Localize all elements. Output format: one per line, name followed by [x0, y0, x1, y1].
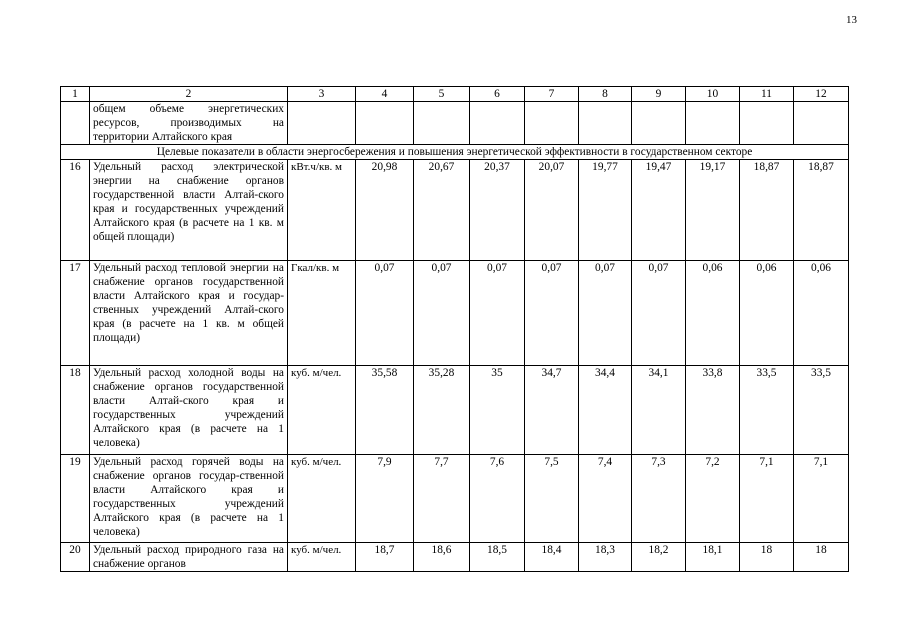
- value-cell: 7,3: [632, 455, 686, 543]
- table-row: [61, 160, 849, 261]
- row-unit: куб. м/чел.: [288, 543, 356, 572]
- value-cell: 0,06: [686, 261, 740, 366]
- table-row: [61, 366, 849, 455]
- value-cell: 18,1: [686, 543, 740, 572]
- value-cell: 7,4: [579, 455, 632, 543]
- value-cell: 18,7: [356, 543, 414, 572]
- value-cell: 20,67: [414, 160, 470, 261]
- value-cell: 20,98: [356, 160, 414, 261]
- value-cell: 7,2: [686, 455, 740, 543]
- value-cell: 19,47: [632, 160, 686, 261]
- column-number-header: [61, 87, 849, 102]
- value-cell: 0,07: [356, 261, 414, 366]
- row-number: 17: [61, 261, 90, 366]
- value-cell: 0,07: [579, 261, 632, 366]
- row-description: Удельный расход электрической энергии на снабжение органов государственной власти Алтай-ского края и государственных учреждений Алтайского края (в расчете на 1 кв. м общей площади): [90, 160, 288, 261]
- value-cell: 20,07: [525, 160, 579, 261]
- header-cell: 1: [61, 87, 90, 102]
- header-cell: 5: [414, 87, 470, 102]
- row-description: Удельный расход природного газа на снабжение органов: [90, 543, 288, 572]
- header-cell: 2: [90, 87, 288, 102]
- header-cell: 10: [686, 87, 740, 102]
- value-cell: 7,5: [525, 455, 579, 543]
- value-cell: 0,07: [525, 261, 579, 366]
- value-cell: 19,17: [686, 160, 740, 261]
- header-cell: 6: [470, 87, 525, 102]
- indicators-table: [60, 86, 849, 572]
- table-row: [61, 543, 849, 572]
- value-cell: 0,06: [794, 261, 849, 366]
- value-cell: 18,6: [414, 543, 470, 572]
- row-description: Удельный расход горячей воды на снабжение органов государ-ственной власти Алтайского края и государственных учреждений Алтайского края (в расчете на 1 человека): [90, 455, 288, 543]
- row-unit: Гкал/кв. м: [288, 261, 356, 366]
- header-cell: 9: [632, 87, 686, 102]
- value-cell: 0,07: [470, 261, 525, 366]
- table-body: [61, 160, 849, 572]
- value-cell: 18: [740, 543, 794, 572]
- section-title: Целевые показатели в области энергосбережения и повышения энергетической эффективности в государственном секторе: [61, 145, 849, 160]
- value-cell: 0,06: [740, 261, 794, 366]
- value-cell: 18,5: [470, 543, 525, 572]
- value-cell: 7,1: [794, 455, 849, 543]
- value-cell: 35,28: [414, 366, 470, 455]
- row-unit: кВт.ч/кв. м: [288, 160, 356, 261]
- row-description: Удельный расход тепловой энергии на снабжение органов государственной власти Алтайского края и государ-ственных учреждений Алтай-ского края (в расчете на 1 кв. м общей площади): [90, 261, 288, 366]
- header-cell: 11: [740, 87, 794, 102]
- table-row: [61, 261, 849, 366]
- row-unit: куб. м/чел.: [288, 455, 356, 543]
- continuation-text: общем объеме энергетических ресурсов, производимых на территории Алтайского края: [90, 102, 288, 145]
- value-cell: 0,07: [632, 261, 686, 366]
- value-cell: 7,7: [414, 455, 470, 543]
- row-number: 18: [61, 366, 90, 455]
- page-number: 13: [846, 14, 857, 26]
- header-cell: 8: [579, 87, 632, 102]
- row-unit: куб. м/чел.: [288, 366, 356, 455]
- row-description: Удельный расход холодной воды на снабжение органов государственной власти Алтай-ского края и государственных учреждений Алтайского края (в расчете на 1 человека): [90, 366, 288, 455]
- header-cell: 3: [288, 87, 356, 102]
- header-cell: 7: [525, 87, 579, 102]
- row-number: 16: [61, 160, 90, 261]
- value-cell: 7,6: [470, 455, 525, 543]
- value-cell: 18,87: [794, 160, 849, 261]
- value-cell: 35: [470, 366, 525, 455]
- value-cell: 19,77: [579, 160, 632, 261]
- value-cell: 35,58: [356, 366, 414, 455]
- value-cell: 7,9: [356, 455, 414, 543]
- value-cell: 20,37: [470, 160, 525, 261]
- value-cell: 34,7: [525, 366, 579, 455]
- value-cell: 33,8: [686, 366, 740, 455]
- value-cell: 7,1: [740, 455, 794, 543]
- table-row: [61, 455, 849, 543]
- value-cell: 18,3: [579, 543, 632, 572]
- row-number: 20: [61, 543, 90, 572]
- value-cell: 18: [794, 543, 849, 572]
- continuation-row: [61, 102, 849, 145]
- value-cell: 33,5: [740, 366, 794, 455]
- header-cell: 12: [794, 87, 849, 102]
- header-cell: 4: [356, 87, 414, 102]
- row-number: 19: [61, 455, 90, 543]
- value-cell: 18,4: [525, 543, 579, 572]
- value-cell: 0,07: [414, 261, 470, 366]
- section-row: [61, 145, 849, 160]
- value-cell: 33,5: [794, 366, 849, 455]
- value-cell: 34,4: [579, 366, 632, 455]
- value-cell: 34,1: [632, 366, 686, 455]
- value-cell: 18,2: [632, 543, 686, 572]
- value-cell: 18,87: [740, 160, 794, 261]
